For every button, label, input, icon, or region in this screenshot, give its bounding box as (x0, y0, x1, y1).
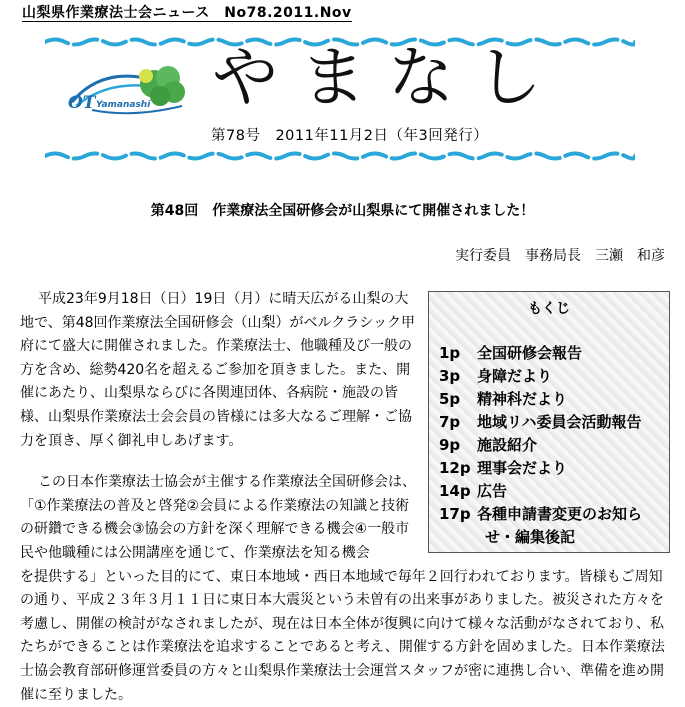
article-paragraph-2a: この日本作業療法士協会が主催する作業療法全国研修会は、「①作業療法の普及と啓発②会員による作業療法の知識と技術の研鑽できる機会③協会の方針を深く理解できる機会④一般市民や他職種には公開講座を通じて、作業療法を知る機会 (20, 474, 416, 561)
issue-line: 第78号 2011年11月2日（年3回発行） (211, 128, 489, 144)
article-author: 実行委員 事務局長 三瀬 和彦 (455, 248, 665, 264)
toc-page: 1p (439, 344, 461, 362)
toc-item[interactable] (439, 434, 537, 455)
toc-label: 身障だより (477, 367, 553, 385)
toc-item[interactable] (439, 457, 567, 478)
toc-page: 3p (439, 367, 461, 385)
toc-page: 14p (439, 482, 471, 500)
toc-title: もくじ (528, 301, 570, 317)
toc-page: 7p (439, 413, 461, 431)
toc-label: 施設紹介 (477, 436, 538, 454)
toc-page: 12p (439, 459, 471, 477)
toc-item[interactable] (439, 480, 507, 501)
toc-label: 精神科だより (477, 390, 568, 408)
header-underline (22, 21, 352, 22)
header-line: 山梨県作業療法士会ニュース No78.2011.Nov (22, 5, 352, 21)
toc-item[interactable] (439, 503, 642, 524)
toc-page: 17p (439, 505, 471, 523)
toc-item[interactable] (439, 411, 642, 432)
logo-ot-text: OT (68, 93, 96, 113)
masthead-title: やまなし (212, 39, 564, 116)
toc-label: 地域リハ委員会活動報告 (477, 413, 642, 431)
toc-page: 5p (439, 390, 461, 408)
toc-label: 各種申請書変更のお知ら (477, 505, 643, 523)
toc-label: 全国研修会報告 (477, 344, 583, 362)
toc-item[interactable] (439, 365, 552, 386)
toc-page: 9p (439, 436, 461, 454)
toc-item[interactable] (485, 526, 575, 547)
article-paragraph-1: 平成23年9月18日（日）19日（月）に晴天広がる山梨の大地で、第48回作業療法全国研修会（山梨）がベルクラシック甲府にて盛大に開催されました。作業療法士、他職種及び一般の方を含め、総勢420名を超えるご参加を頂きました。また、開催にあたり、山梨県ならびに各関連団体、各病院・施設の皆様、山梨県作業療法士会会員の皆様には多大なるご理解・ご協力を頂き、厚く御礼申しあげます。 (20, 291, 415, 449)
article-headline: 第48回 作業療法全国研修会が山梨県にて開催されました！ (150, 203, 535, 219)
toc-item[interactable] (439, 388, 567, 409)
toc-label: 広告 (477, 482, 508, 500)
table-of-contents (428, 291, 670, 553)
toc-label: せ・編集後記 (485, 528, 576, 546)
article-paragraph-2b: を提供する」といった目的にて、東日本地域・西日本地域で毎年２回行われております。皆様もご周知の通り、平成２３年３月１１日に東日本大震災という未曽有の出来事がありました。被災された方々を考慮し、開催の検討がなされましたが、現在は日本全体が復興に向けて様々な活動がなされており、私たちができることは作業療法を追求することであると考え、開催する方針を固めました。日本作業療法士協会教育部研修運営委員の方々と山梨県作業療法士会運営スタッフが密に連携し合い、準備を進め開催に至りました。 (20, 568, 665, 703)
toc-label: 理事会だより (477, 459, 568, 477)
logo-yamanashi-text: Yamanashi (96, 100, 151, 110)
toc-item[interactable] (439, 342, 582, 363)
wave-divider-bottom (45, 150, 635, 162)
